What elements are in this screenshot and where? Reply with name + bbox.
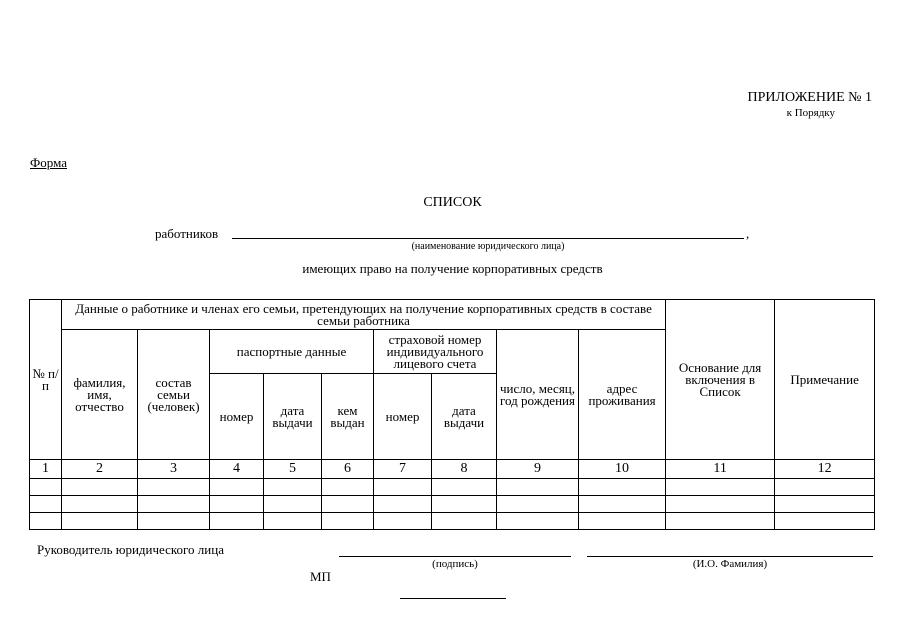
- table-cell[interactable]: [62, 496, 138, 513]
- table-cell[interactable]: [432, 513, 497, 530]
- head-of-entity-label: Руководитель юридического лица: [37, 542, 224, 557]
- document-title: СПИСОК: [423, 195, 482, 210]
- col-basis-header: Основание для включения в Список: [666, 300, 775, 460]
- table-cell[interactable]: [579, 479, 666, 496]
- column-number: 7: [374, 460, 432, 479]
- col-passport-number-header: номер: [210, 374, 264, 460]
- column-number: 3: [138, 460, 210, 479]
- table-cell[interactable]: [579, 496, 666, 513]
- column-number: 5: [264, 460, 322, 479]
- col-passport-date-header: дата выдачи: [264, 374, 322, 460]
- table-cell[interactable]: [264, 479, 322, 496]
- column-number: 9: [497, 460, 579, 479]
- col-passport-header: паспортные данные: [210, 330, 374, 374]
- column-number: 4: [210, 460, 264, 479]
- table-cell[interactable]: [138, 496, 210, 513]
- table-cell[interactable]: [138, 479, 210, 496]
- column-number: 11: [666, 460, 775, 479]
- col-snils-header: страховой номер индивидуального лицевого счета: [374, 330, 497, 374]
- table-cell[interactable]: [374, 496, 432, 513]
- table-cell[interactable]: [264, 496, 322, 513]
- date-line[interactable]: [400, 598, 506, 599]
- column-number: 8: [432, 460, 497, 479]
- table-cell[interactable]: [666, 513, 775, 530]
- column-number: 10: [579, 460, 666, 479]
- col-passport-issuer-header: кем выдан: [322, 374, 374, 460]
- table-cell[interactable]: [775, 496, 875, 513]
- col-snils-date-header: дата выдачи: [432, 374, 497, 460]
- table-cell[interactable]: [666, 479, 775, 496]
- table-cell[interactable]: [62, 479, 138, 496]
- table-cell[interactable]: [210, 496, 264, 513]
- table-cell[interactable]: [497, 496, 579, 513]
- table-cell[interactable]: [374, 513, 432, 530]
- column-number: 2: [62, 460, 138, 479]
- name-caption: (И.О. Фамилия): [692, 558, 768, 570]
- table-row: [30, 513, 875, 530]
- table-cell[interactable]: [497, 479, 579, 496]
- table-cell[interactable]: [322, 496, 374, 513]
- table-cell[interactable]: [62, 513, 138, 530]
- table-cell[interactable]: [30, 479, 62, 496]
- appendix-title: ПРИЛОЖЕНИЕ № 1: [747, 90, 872, 105]
- signature-line[interactable]: [339, 556, 571, 557]
- col-address-header: адрес проживания: [579, 330, 666, 460]
- column-number: 1: [30, 460, 62, 479]
- table-cell[interactable]: [264, 513, 322, 530]
- seal-place-label: МП: [310, 569, 331, 584]
- col-note-header: Примечание: [775, 300, 875, 460]
- form-label: Форма: [30, 155, 67, 170]
- table-cell[interactable]: [138, 513, 210, 530]
- col-birth-header: число, месяц, год рождения: [497, 330, 579, 460]
- table-cell[interactable]: [432, 496, 497, 513]
- table-cell[interactable]: [30, 496, 62, 513]
- col-fio-header: фамилия, имя, отчество: [62, 330, 138, 460]
- signature-caption: (подпись): [432, 558, 478, 570]
- column-number: 12: [775, 460, 875, 479]
- table-cell[interactable]: [579, 513, 666, 530]
- table-cell[interactable]: [497, 513, 579, 530]
- org-name-line[interactable]: [232, 238, 744, 239]
- table-cell[interactable]: [374, 479, 432, 496]
- table-row: [30, 479, 875, 496]
- table-row: [30, 496, 875, 513]
- comma: ,: [746, 226, 750, 241]
- table-cell[interactable]: [30, 513, 62, 530]
- appendix-subtitle: к Порядку: [786, 107, 835, 119]
- table-cell[interactable]: [322, 479, 374, 496]
- table-cell[interactable]: [432, 479, 497, 496]
- eligible-subtitle: имеющих право на получение корпоративных средств: [302, 261, 603, 276]
- col-number-header: № п/п: [30, 300, 62, 460]
- table-cell[interactable]: [210, 513, 264, 530]
- table-header-row: [30, 300, 875, 330]
- col-family-header: состав семьи (человек): [138, 330, 210, 460]
- employee-list-table: [29, 299, 875, 530]
- column-numbers-row: [30, 460, 875, 479]
- table-cell[interactable]: [775, 513, 875, 530]
- column-number: 6: [322, 460, 374, 479]
- org-name-caption: (наименование юридического лица): [411, 241, 565, 252]
- group-header: Данные о работнике и членах его семьи, претендующих на получение корпоративных средств в составе семьи работника: [62, 300, 666, 330]
- col-snils-number-header: номер: [374, 374, 432, 460]
- table-cell[interactable]: [666, 496, 775, 513]
- table-cell[interactable]: [775, 479, 875, 496]
- table-cell[interactable]: [210, 479, 264, 496]
- workers-label: работников: [155, 226, 219, 241]
- table-cell[interactable]: [322, 513, 374, 530]
- name-line[interactable]: [587, 556, 873, 557]
